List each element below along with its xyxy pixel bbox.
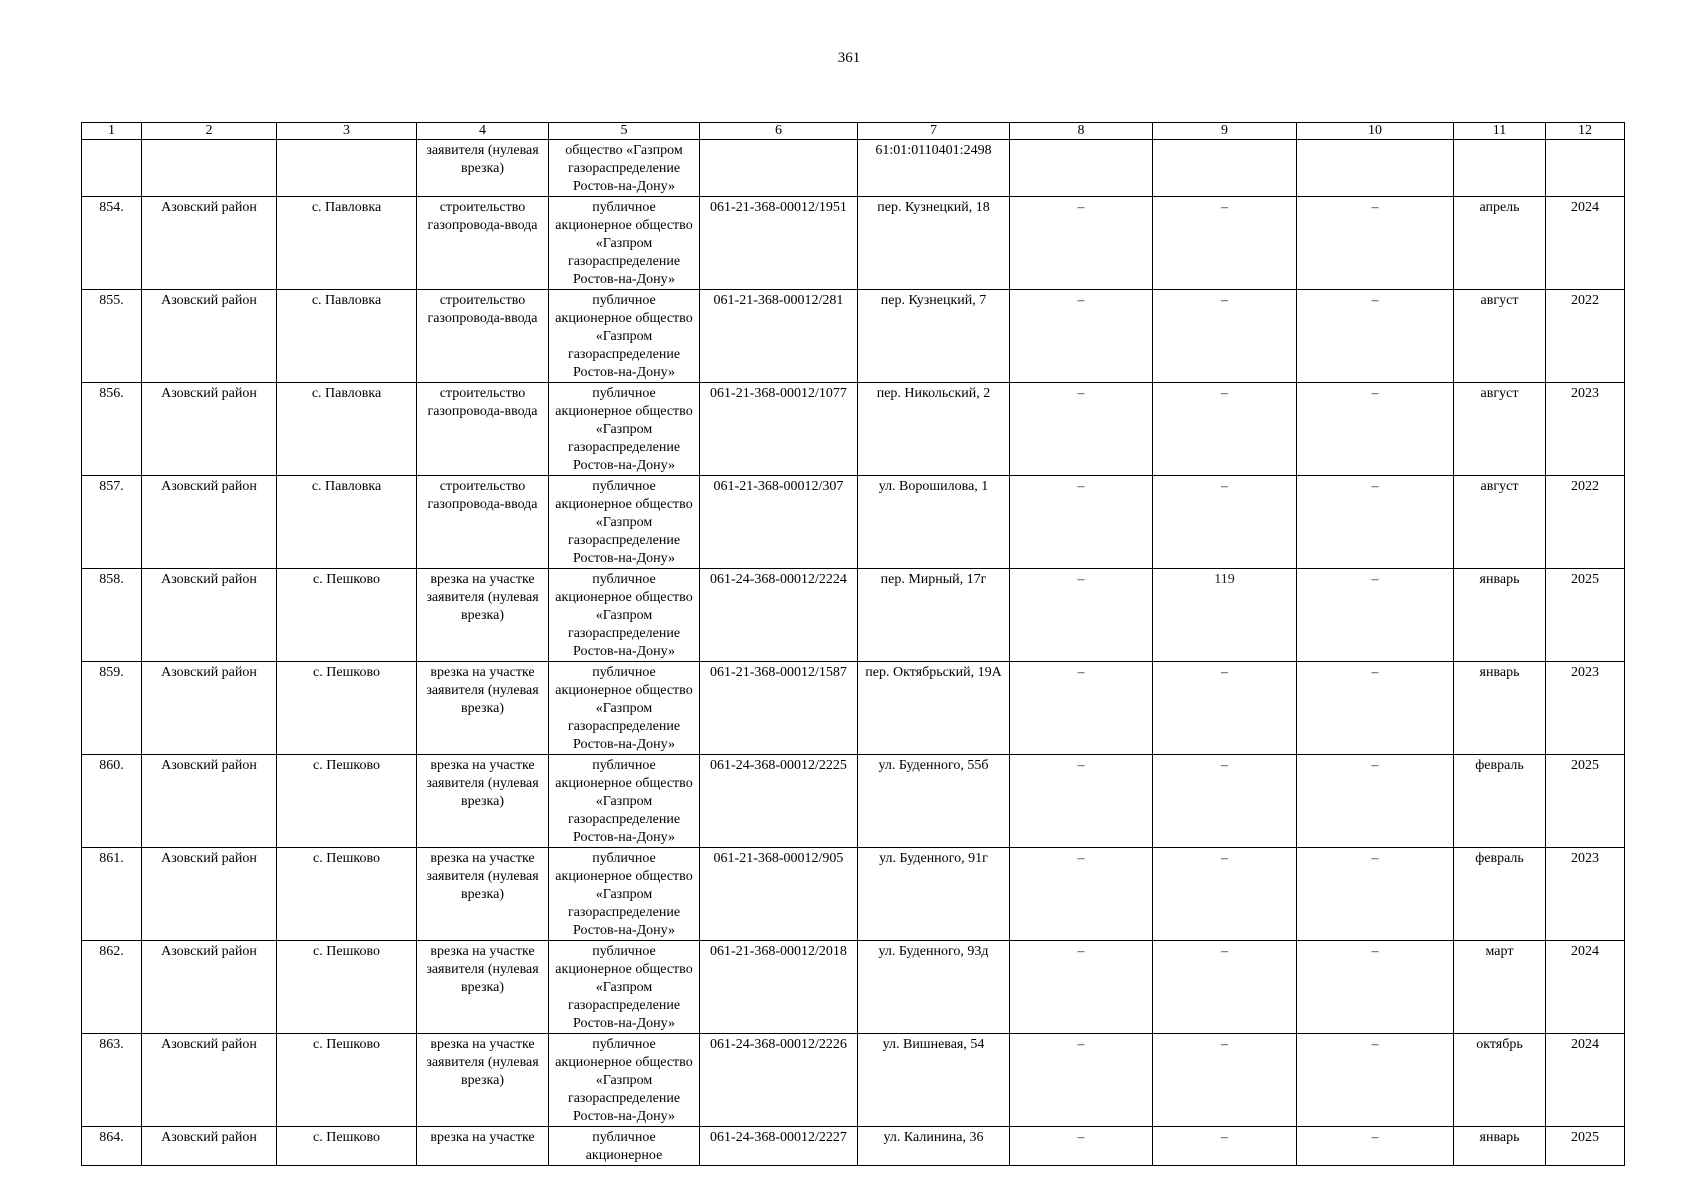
cell-contract: 061-21-368-00012/1587: [700, 662, 858, 755]
cell-col9: –: [1153, 755, 1297, 848]
cell-address: ул. Буденного, 55б: [858, 755, 1010, 848]
cell-col9: –: [1153, 662, 1297, 755]
cell-year: 2024: [1546, 1034, 1625, 1127]
cell-organization: публичное акционерное общество «Газпром газораспределение Ростов-на-Дону»: [549, 569, 700, 662]
cell-organization: общество «Газпром газораспределение Ростов-на-Дону»: [549, 140, 700, 197]
cell-year: 2025: [1546, 755, 1625, 848]
table-row: [82, 662, 1625, 755]
cell-month: январь: [1454, 1127, 1546, 1166]
cell-year: [1546, 140, 1625, 197]
cell-contract: 061-21-368-00012/2018: [700, 941, 858, 1034]
cell-col9: –: [1153, 1034, 1297, 1127]
cell-month: август: [1454, 383, 1546, 476]
cell-col10: –: [1297, 476, 1454, 569]
cell-settlement: с. Пешково: [277, 941, 417, 1034]
cell-organization: публичное акционерное общество «Газпром газораспределение Ростов-на-Дону»: [549, 383, 700, 476]
cell-settlement: с. Пешково: [277, 1034, 417, 1127]
cell-col9: –: [1153, 848, 1297, 941]
cell-district: [142, 140, 277, 197]
cell-col10: [1297, 140, 1454, 197]
column-header: 5: [549, 123, 700, 140]
cell-district: Азовский район: [142, 941, 277, 1034]
cell-year: 2023: [1546, 662, 1625, 755]
cell-year: 2022: [1546, 476, 1625, 569]
table-row: [82, 1034, 1625, 1127]
cell-col8: –: [1010, 1034, 1153, 1127]
cell-settlement: с. Павловка: [277, 290, 417, 383]
cell-year: 2025: [1546, 1127, 1625, 1166]
cell-year: 2022: [1546, 290, 1625, 383]
cell-col10: –: [1297, 383, 1454, 476]
column-header: 12: [1546, 123, 1625, 140]
cell-num: 860.: [82, 755, 142, 848]
cell-col9: –: [1153, 941, 1297, 1034]
cell-col10: –: [1297, 569, 1454, 662]
cell-organization: публичное акционерное общество «Газпром газораспределение Ростов-на-Дону»: [549, 848, 700, 941]
table-row: [82, 197, 1625, 290]
cell-num: 854.: [82, 197, 142, 290]
cell-col10: –: [1297, 755, 1454, 848]
cell-month: январь: [1454, 662, 1546, 755]
cell-col10: –: [1297, 1127, 1454, 1166]
cell-settlement: с. Пешково: [277, 662, 417, 755]
cell-work-type: строительство газопровода-ввода: [417, 197, 549, 290]
cell-col8: –: [1010, 848, 1153, 941]
cell-col8: –: [1010, 941, 1153, 1034]
cell-col8: –: [1010, 290, 1153, 383]
cell-settlement: с. Павловка: [277, 476, 417, 569]
cell-contract: 061-21-368-00012/905: [700, 848, 858, 941]
cell-contract: 061-24-368-00012/2224: [700, 569, 858, 662]
column-number-header: [82, 123, 1625, 140]
cell-address: ул. Вишневая, 54: [858, 1034, 1010, 1127]
cell-month: март: [1454, 941, 1546, 1034]
cell-district: Азовский район: [142, 1034, 277, 1127]
cell-settlement: [277, 140, 417, 197]
cell-address: пер. Октябрьский, 19А: [858, 662, 1010, 755]
cell-address: ул. Буденного, 93д: [858, 941, 1010, 1034]
cell-col9: –: [1153, 383, 1297, 476]
cell-district: Азовский район: [142, 848, 277, 941]
cell-col10: –: [1297, 197, 1454, 290]
cell-contract: 061-24-368-00012/2225: [700, 755, 858, 848]
cell-work-type: врезка на участке заявителя (нулевая врезка): [417, 662, 549, 755]
cell-month: февраль: [1454, 755, 1546, 848]
cell-organization: публичное акционерное общество «Газпром газораспределение Ростов-на-Дону»: [549, 662, 700, 755]
cell-num: 864.: [82, 1127, 142, 1166]
cell-num: 856.: [82, 383, 142, 476]
cell-contract: 061-24-368-00012/2227: [700, 1127, 858, 1166]
cell-col10: –: [1297, 662, 1454, 755]
cell-contract: [700, 140, 858, 197]
cell-col9: –: [1153, 1127, 1297, 1166]
cell-month: август: [1454, 290, 1546, 383]
cell-settlement: с. Пешково: [277, 1127, 417, 1166]
cell-work-type: врезка на участке заявителя (нулевая врезка): [417, 941, 549, 1034]
cell-contract: 061-24-368-00012/2226: [700, 1034, 858, 1127]
table-row: [82, 290, 1625, 383]
cell-settlement: с. Пешково: [277, 569, 417, 662]
cell-work-type: врезка на участке: [417, 1127, 549, 1166]
cell-work-type: заявителя (нулевая врезка): [417, 140, 549, 197]
cell-address: пер. Никольский, 2: [858, 383, 1010, 476]
cell-num: 863.: [82, 1034, 142, 1127]
cell-organization: публичное акционерное: [549, 1127, 700, 1166]
cell-address: ул. Калинина, 36: [858, 1127, 1010, 1166]
cell-contract: 061-21-368-00012/281: [700, 290, 858, 383]
cell-year: 2023: [1546, 848, 1625, 941]
column-header: 3: [277, 123, 417, 140]
cell-col10: –: [1297, 941, 1454, 1034]
cell-month: январь: [1454, 569, 1546, 662]
cell-district: Азовский район: [142, 569, 277, 662]
table-row: [82, 848, 1625, 941]
cell-col8: –: [1010, 662, 1153, 755]
cell-col10: –: [1297, 1034, 1454, 1127]
cell-col10: –: [1297, 290, 1454, 383]
column-header: 9: [1153, 123, 1297, 140]
cell-settlement: с. Пешково: [277, 755, 417, 848]
cell-contract: 061-21-368-00012/307: [700, 476, 858, 569]
cell-col8: –: [1010, 755, 1153, 848]
cell-district: Азовский район: [142, 755, 277, 848]
cell-col8: –: [1010, 1127, 1153, 1166]
cell-address: ул. Ворошилова, 1: [858, 476, 1010, 569]
cell-district: Азовский район: [142, 1127, 277, 1166]
cell-district: Азовский район: [142, 197, 277, 290]
table-row: [82, 476, 1625, 569]
cell-work-type: врезка на участке заявителя (нулевая врезка): [417, 569, 549, 662]
cell-work-type: врезка на участке заявителя (нулевая врезка): [417, 1034, 549, 1127]
cell-year: 2023: [1546, 383, 1625, 476]
cell-district: Азовский район: [142, 662, 277, 755]
cell-organization: публичное акционерное общество «Газпром газораспределение Ростов-на-Дону»: [549, 941, 700, 1034]
cell-district: Азовский район: [142, 290, 277, 383]
cell-col8: –: [1010, 383, 1153, 476]
table-row: [82, 383, 1625, 476]
table-row-continued: [82, 140, 1625, 197]
cell-month: апрель: [1454, 197, 1546, 290]
cell-work-type: врезка на участке заявителя (нулевая врезка): [417, 848, 549, 941]
cell-col8: –: [1010, 569, 1153, 662]
column-header: 7: [858, 123, 1010, 140]
cell-settlement: с. Павловка: [277, 383, 417, 476]
register-table: [81, 122, 1625, 1166]
cell-work-type: строительство газопровода-ввода: [417, 476, 549, 569]
cell-month: февраль: [1454, 848, 1546, 941]
cell-address: пер. Мирный, 17г: [858, 569, 1010, 662]
cell-contract: 061-21-368-00012/1077: [700, 383, 858, 476]
cell-organization: публичное акционерное общество «Газпром газораспределение Ростов-на-Дону»: [549, 197, 700, 290]
table-row: [82, 755, 1625, 848]
cell-district: Азовский район: [142, 476, 277, 569]
cell-address: пер. Кузнецкий, 7: [858, 290, 1010, 383]
cell-num: 858.: [82, 569, 142, 662]
cell-col9: –: [1153, 197, 1297, 290]
cell-col9: –: [1153, 290, 1297, 383]
cell-col9: 119: [1153, 569, 1297, 662]
cell-num: [82, 140, 142, 197]
cell-num: 857.: [82, 476, 142, 569]
cell-year: 2024: [1546, 941, 1625, 1034]
table-row: [82, 1127, 1625, 1166]
cell-work-type: строительство газопровода-ввода: [417, 290, 549, 383]
cell-month: [1454, 140, 1546, 197]
cell-organization: публичное акционерное общество «Газпром газораспределение Ростов-на-Дону»: [549, 1034, 700, 1127]
cell-settlement: с. Павловка: [277, 197, 417, 290]
column-header: 4: [417, 123, 549, 140]
cell-col8: –: [1010, 476, 1153, 569]
cell-work-type: строительство газопровода-ввода: [417, 383, 549, 476]
cell-organization: публичное акционерное общество «Газпром газораспределение Ростов-на-Дону»: [549, 755, 700, 848]
cell-num: 859.: [82, 662, 142, 755]
cell-settlement: с. Пешково: [277, 848, 417, 941]
cell-work-type: врезка на участке заявителя (нулевая врезка): [417, 755, 549, 848]
page-number: 361: [837, 50, 861, 66]
table-row: [82, 569, 1625, 662]
cell-address: ул. Буденного, 91г: [858, 848, 1010, 941]
cell-col10: –: [1297, 848, 1454, 941]
cell-num: 862.: [82, 941, 142, 1034]
cell-num: 855.: [82, 290, 142, 383]
cell-organization: публичное акционерное общество «Газпром газораспределение Ростов-на-Дону»: [549, 290, 700, 383]
column-header: 10: [1297, 123, 1454, 140]
column-header: 8: [1010, 123, 1153, 140]
cell-col9: –: [1153, 476, 1297, 569]
cell-month: октябрь: [1454, 1034, 1546, 1127]
cell-num: 861.: [82, 848, 142, 941]
cell-address: 61:01:0110401:2498: [858, 140, 1010, 197]
cell-organization: публичное акционерное общество «Газпром газораспределение Ростов-на-Дону»: [549, 476, 700, 569]
cell-col8: –: [1010, 197, 1153, 290]
column-header: 1: [82, 123, 142, 140]
cell-year: 2024: [1546, 197, 1625, 290]
cell-address: пер. Кузнецкий, 18: [858, 197, 1010, 290]
cell-year: 2025: [1546, 569, 1625, 662]
column-header: 6: [700, 123, 858, 140]
table-row: [82, 941, 1625, 1034]
cell-col8: [1010, 140, 1153, 197]
cell-col9: [1153, 140, 1297, 197]
cell-district: Азовский район: [142, 383, 277, 476]
column-header: 11: [1454, 123, 1546, 140]
cell-month: август: [1454, 476, 1546, 569]
cell-contract: 061-21-368-00012/1951: [700, 197, 858, 290]
column-header: 2: [142, 123, 277, 140]
